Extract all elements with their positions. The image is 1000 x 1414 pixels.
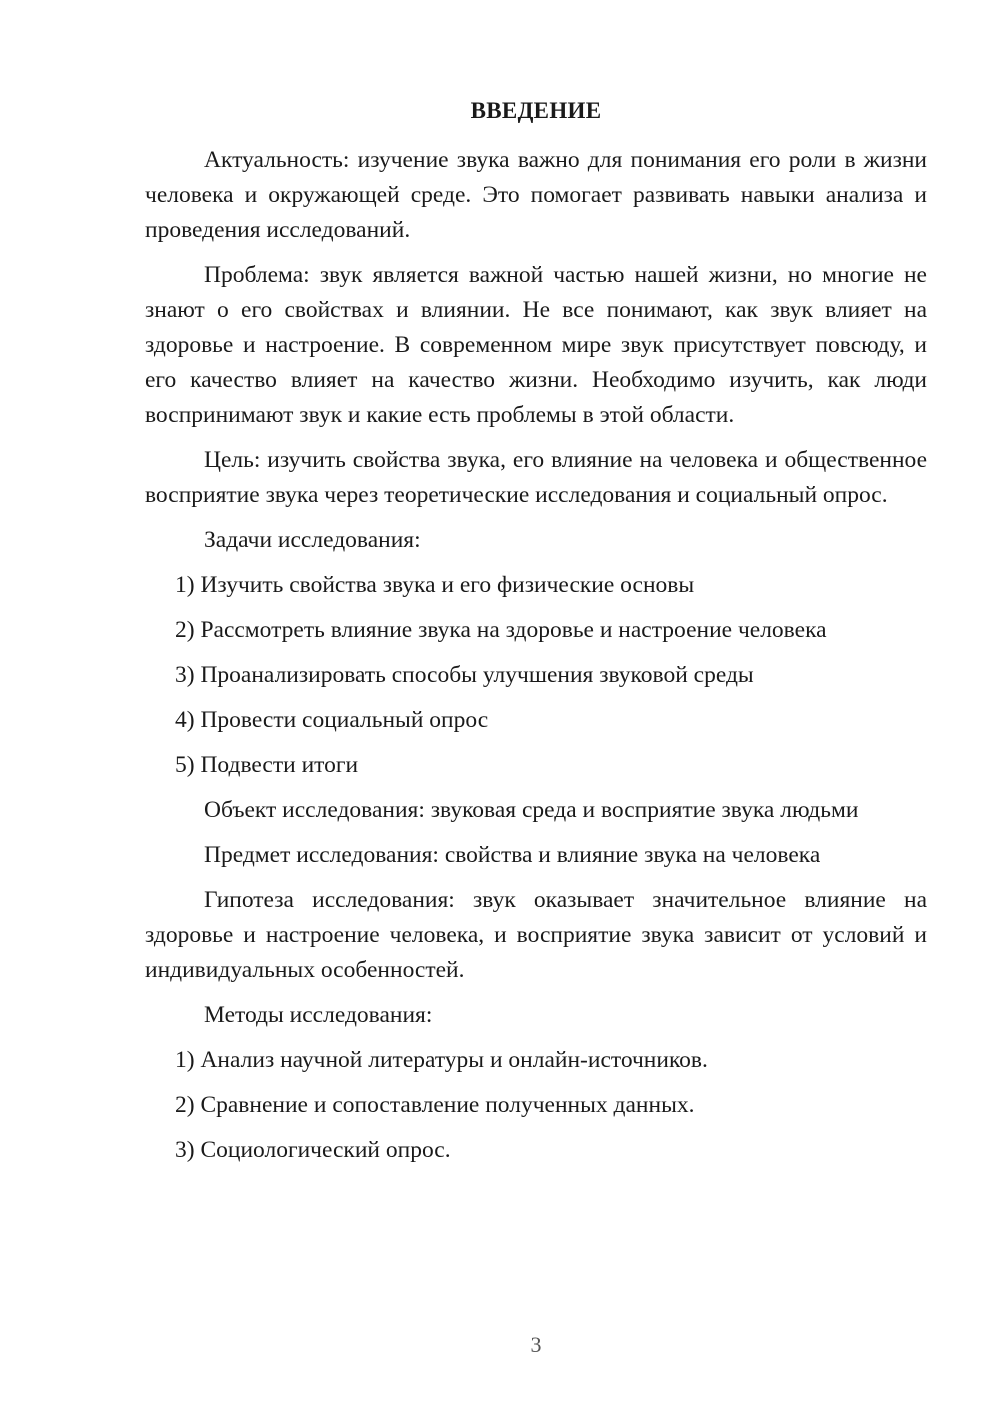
goal-paragraph: Цель: изучить свойства звука, его влияние на человека и общественное восприятие звука через теоретические исследования и социальный опрос. [145,447,927,508]
task-item: 3) Проанализировать способы улучшения звуковой среды [175,662,754,688]
method-item: 1) Анализ научной литературы и онлайн-источников. [175,1047,708,1073]
task-item: 5) Подвести итоги [175,752,359,778]
task-item: 2) Рассмотреть влияние звука на здоровье и настроение человека [175,617,827,643]
hypothesis-paragraph: Гипотеза исследования: звук оказывает значительное влияние на здоровье и настроение человека, и восприятие звука зависит от условий и индивидуальных особенностей. [145,887,927,983]
relevance-paragraph: Актуальность: изучение звука важно для понимания его роли в жизни человека и окружающей среде. Это помогает развивать навыки анализа и проведения исследований. [145,147,927,243]
page-number: 3 [530,1332,542,1357]
problem-paragraph: Проблема: звук является важной частью нашей жизни, но многие не знают о его свойствах и влиянии. Не все понимают, как звук влияет на здоровье и настроение. В современном мире звук присутствует повсюду, и его качество влияет на качество жизни. Необходимо изучить, как люди воспринимают звук и какие есть проблемы в этой области. [145,262,927,428]
method-item: 3) Социологический опрос. [175,1137,451,1163]
subject-line: Предмет исследования: свойства и влияние звука на человека [204,842,821,868]
object-line: Объект исследования: звуковая среда и восприятие звука людьми [204,797,859,823]
tasks-heading: Задачи исследования: [204,527,421,553]
task-item: 4) Провести социальный опрос [175,707,489,733]
methods-heading: Методы исследования: [204,1002,433,1028]
method-item: 2) Сравнение и сопоставление полученных данных. [175,1092,695,1118]
document-body [145,143,927,1178]
task-item: 1) Изучить свойства звука и его физические основы [175,572,695,598]
page-title: ВВЕДЕНИЕ [470,98,602,123]
